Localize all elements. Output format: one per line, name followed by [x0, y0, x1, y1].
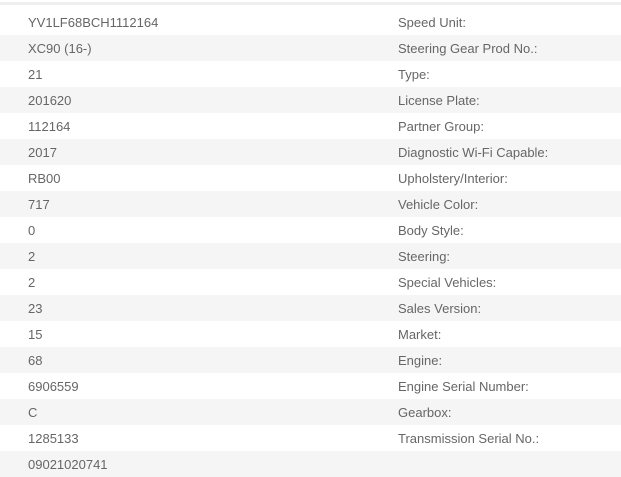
table-row: [0, 113, 621, 139]
field-label-cell: Engine Serial Number:: [398, 378, 529, 394]
table-row: [0, 373, 621, 399]
field-label-cell: Body Style:: [398, 222, 464, 238]
value-cell: RB00: [28, 170, 61, 186]
field-label-cell: Vehicle Color:: [398, 196, 479, 212]
table-row: [0, 399, 621, 425]
table-row: [0, 347, 621, 373]
value-cell: 68: [28, 352, 43, 368]
table-row: [0, 35, 621, 61]
field-label-cell: Type:: [398, 66, 430, 82]
table-row: [0, 87, 621, 113]
value-cell: YV1LF68BCH1112164: [28, 14, 159, 30]
value-cell: 21: [28, 66, 43, 82]
field-label-cell: Gearbox:: [398, 404, 452, 420]
value-cell: 23: [28, 300, 43, 316]
value-cell: C: [28, 404, 38, 420]
value-cell: 717: [28, 196, 50, 212]
table-row: [0, 217, 621, 243]
table-row: [0, 191, 621, 217]
table-row: [0, 321, 621, 347]
value-cell: 201620: [28, 92, 72, 108]
field-label-cell: Special Vehicles:: [398, 274, 497, 290]
field-label-cell: License Plate:: [398, 92, 480, 108]
field-label-cell: Market:: [398, 326, 442, 342]
top-strip: [0, 0, 621, 9]
table-row: [0, 451, 621, 477]
value-cell: 0: [28, 222, 36, 238]
field-label-cell: Diagnostic Wi-Fi Capable:: [398, 144, 549, 160]
value-cell: 112164: [28, 118, 71, 134]
value-cell: 09021020741: [28, 456, 108, 472]
field-label-cell: Upholstery/Interior:: [398, 170, 508, 186]
field-label-cell: Partner Group:: [398, 118, 484, 134]
table-row: [0, 165, 621, 191]
table-row: [0, 9, 621, 35]
value-cell: 2: [28, 274, 36, 290]
field-label-cell: Transmission Serial No.:: [398, 430, 540, 446]
top-divider: [0, 2, 621, 5]
value-cell: 2: [28, 248, 36, 264]
field-label-cell: Sales Version:: [398, 300, 482, 316]
field-label-cell: Steering:: [398, 248, 451, 264]
value-cell: 15: [28, 326, 43, 342]
value-cell: XC90 (16-): [28, 40, 92, 56]
value-cell: 2017: [28, 144, 57, 160]
vehicle-data-table: [0, 9, 621, 477]
table-row: [0, 295, 621, 321]
field-label-cell: Engine:: [398, 352, 443, 368]
value-cell: 1285133: [28, 430, 79, 446]
field-label-cell: Speed Unit:: [398, 14, 466, 30]
table-row: [0, 139, 621, 165]
table-row: [0, 425, 621, 451]
table-row: [0, 269, 621, 295]
value-cell: 6906559: [28, 378, 79, 394]
table-row: [0, 61, 621, 87]
table-row: [0, 243, 621, 269]
field-label-cell: Steering Gear Prod No.:: [398, 40, 538, 56]
